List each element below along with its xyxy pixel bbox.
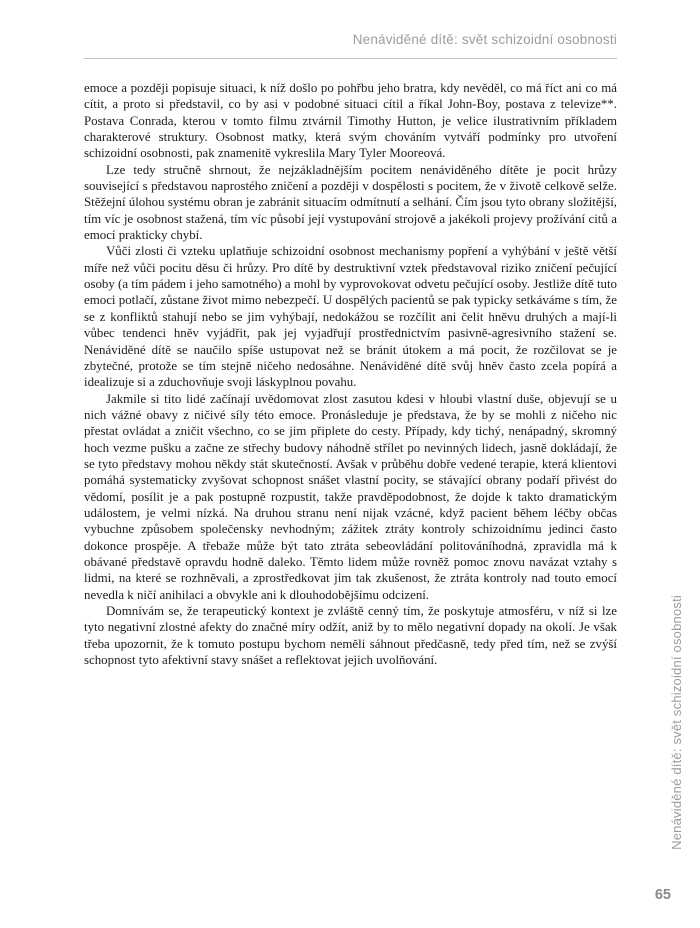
paragraph: Vůči zlosti či vzteku uplatňuje schizoidní osobnost mechanismy popření a vyhýbání v ještě větší míře než vůči pocitu děsu či hrůzy. Pro dítě by destruktivní vztek představoval riziko zničení pečující osoby (a tím pádem i jeho samotného) a mohl by vyprovokovat odvetu pečující osoby. Jestliže dítě tuto emoci potlačí, zůstane život mimo nebezpečí. U dospělých pacientů se pak typicky setkáváme s tím, že se z konfliktů stahují nebo se jim vyhýbají, nedokážou se rozčílit ani čelit hněvu druhých a mají-li vůbec tendenci hněv vyjádřit, pak jej vyjadřují prostřednictvím pasivně-agresivního stažení se. Nenáviděné dítě se naučilo spíše ustupovat než se bránit útokem a má pocit, že rozčilovat se je zbytečné, protože se tím stejně ničeho nedosáhne. Nenáviděné dítě svůj hněv často zcela popírá a idealizuje si a zduchovňuje svoji láskyplnou povahu. xyxy=(84,244,617,390)
paragraph: Lze tedy stručně shrnout, že nejzákladnějším pocitem nenáviděného dítěte je pocit hrůzy související s představou naprostého zničení a později v dospělosti s pocitem, že v životě celkově selže. Stěžejní úlohou systému obran je zabránit situacím odmítnutí a selhání. Čím jsou tyto obrany složitější, tím víc je osobnost stažená, tím víc působí její vystupování strojově a jakékoli projevy prožívání citů a emocí prakticky chybí. xyxy=(84,162,617,243)
page-number: 65 xyxy=(654,887,671,903)
paragraph: Jakmile si tito lidé začínají uvědomovat zlost zasutou kdesi v hloubi vlastní duše, objevují se u nich vážné obavy z ničivé síly této emoce. Pronásleduje je představa, že by se mohli z ničeho nic přestat ovládat a zničit všechno, co se jim připlete do cesty. Případy, kdy tichý, nenápadný, skromný hoch vezme pušku a začne ze střechy budovy náhodně střílet po nevinných lidech, jasně dokládají, že se tyto představy mohou někdy stát skutečností. Avšak v průběhu dobře vedené terapie, která klientovi pomáhá systematicky zvyšovat schopnost snášet vlastní pocity, se stávající obrany podaří přivést do vědomí, posílit je a pak postupně rozpustit, takže pravděpodobnost, že dojde k takto dramatickým událostem, je velmi nízká. Na druhou stranu není nijak vzácné, když pacient během léčby občas vybuchne způsobem společensky nevhodným; zážitek ztráty kontroly schizoidnímu jedinci často dokonce prospěje. A třebaže může být tato ztráta sebeovládání politováníhodná, zpravidla má k obávané představě opravdu hodně daleko. Těmto lidem může rovněž pomoc znovu navázat vztahy s lidmi, na které se rozhněvali, a zprostředkovat jim tak zkušenost, že ztráta kontroly nad touto emocí nevedla k ničí anihilaci a obvykle ani k dlouhodobějšímu odcizení. xyxy=(84,391,617,602)
paragraph: emoce a později popisuje situaci, k níž došlo po pohřbu jeho bratra, kdy nevěděl, co má říct ani co má cítit, a proto si představil, co by asi v podobné situaci cítil a říkal John-Boy, postava z televize**. Postava Conrada, kterou v tomto filmu ztvárnil Timothy Hutton, je velice ilustrativním příkladem charakterové struktury. Osobnost matky, která svým chováním vytváří podmínky pro utvoření schizoidní osobnosti, pak znamenitě vykreslila Mary Tyler Mooreová. xyxy=(84,81,617,161)
paragraph: Domnívám se, že terapeutický kontext je zvláště cenný tím, že poskytuje atmosféru, v níž si lze tyto negativní zlostné afekty do značné míry odžít, aniž by to mělo negativní dopady na okolí. Je však třeba upozornit, že k tomuto postupu bychom neměli sáhnout předčasně, tedy před tím, než se zvýší schopnost tyto afektivní stavy snášet a reflektovat jejich uvolňování. xyxy=(84,604,617,668)
sidebar-vertical-title: Nenáviděné dítě: svět schizoidní osobnosti xyxy=(669,595,684,850)
header-rule xyxy=(84,58,617,59)
running-header: Nenáviděné dítě: svět schizoidní osobnosti xyxy=(352,32,617,47)
body-text xyxy=(84,80,617,668)
